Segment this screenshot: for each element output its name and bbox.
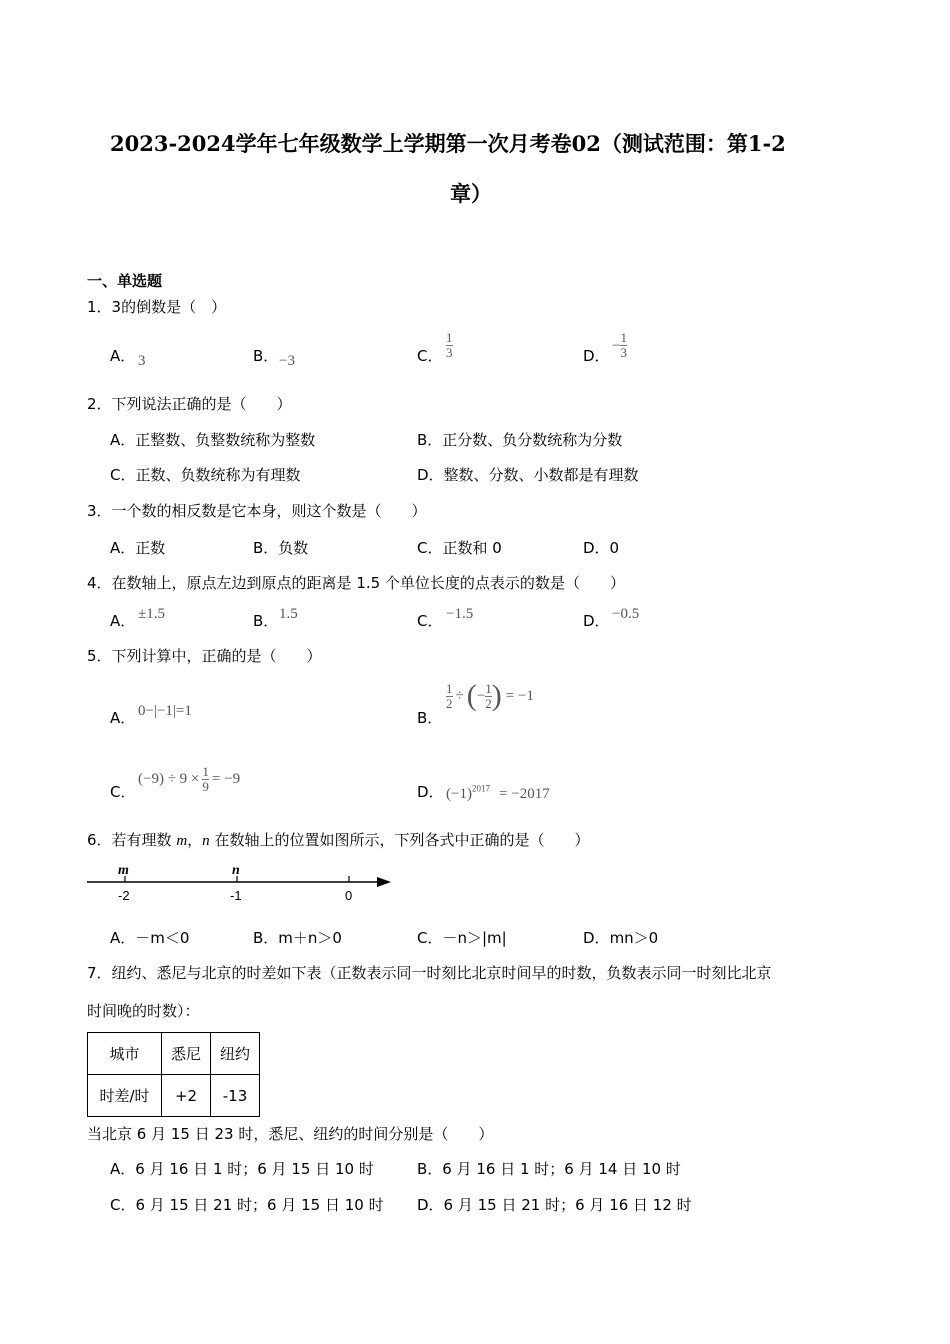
table-header-cell: 纽约 — [211, 1033, 260, 1075]
question-7-prompt: 当北京 6 月 15 日 23 时，悉尼、纽约的时间分别是（ ） — [87, 1125, 494, 1143]
q1-option-b-value: −3 — [279, 353, 295, 369]
q7-option-c: C．6 月 15 日 21 时；6 月 15 日 10 时 — [110, 1196, 384, 1214]
q1-option-b-label: B． — [253, 347, 279, 365]
question-7-stem-line2: 时间晚的时数）： — [87, 1002, 200, 1020]
question-6-stem: 6．若有理数 m，n 在数轴上的位置如图所示，下列各式中正确的是（ ） — [87, 831, 590, 849]
q4-option-a-label: A． — [110, 612, 136, 630]
q7-option-d: D．6 月 15 日 21 时；6 月 16 日 12 时 — [417, 1196, 692, 1214]
label-m: m — [118, 863, 129, 878]
q2-option-d: D．整数、分数、小数都是有理数 — [417, 466, 639, 484]
table-cell: 时差/时 — [88, 1075, 162, 1117]
table-row — [88, 1075, 260, 1117]
table-header-row — [88, 1033, 260, 1075]
section-heading: 一、单选题 — [87, 272, 163, 290]
page-title-line1: 2023-2024学年七年级数学上学期第一次月考卷02（测试范围：第1-2 — [110, 131, 786, 156]
q2-option-b: B．正分数、负分数统称为分数 — [417, 431, 623, 449]
q4-option-a-value: ±1.5 — [138, 606, 165, 622]
q1-option-a-value: 3 — [138, 353, 146, 369]
number-line-figure — [85, 860, 395, 906]
q4-option-b-value: 1.5 — [279, 606, 298, 622]
question-3-stem: 3．一个数的相反数是它本身，则这个数是（ ） — [87, 502, 427, 520]
q5-option-a-label: A． — [110, 709, 136, 727]
q5-option-b-label: B． — [417, 709, 443, 727]
q3-option-c: C．正数和 0 — [417, 539, 502, 557]
tick-label-zero: 0 — [345, 888, 353, 903]
q4-option-c-label: C． — [417, 612, 443, 630]
q1-option-c-fraction: $\frac{1}{3}$ — [446, 330, 453, 360]
number-line-arrow — [377, 877, 391, 887]
q6-option-c: C．－n＞|m| — [417, 929, 507, 947]
table-cell: -13 — [211, 1075, 260, 1117]
q5-option-b-expr: $\frac{1}{2}$ ÷ ( − $\frac{1}{2}$ ) = −1 — [446, 679, 534, 712]
q5-option-d-expr: $(-1)^{2017} = -2017$ — [446, 783, 550, 802]
q3-option-a: A．正数 — [110, 539, 166, 557]
q1-option-a-label: A． — [110, 347, 136, 365]
q3-option-d: D．0 — [583, 539, 620, 557]
q1-option-d-label: D． — [583, 347, 610, 365]
q2-option-c: C．正数、负数统称为有理数 — [110, 466, 301, 484]
tick-label-n: -1 — [230, 888, 242, 903]
q5-option-a-expr: 0−|−1|=1 — [138, 703, 192, 719]
table-header-cell: 城市 — [88, 1033, 162, 1075]
q6-option-d: D．mn＞0 — [583, 929, 659, 947]
q5-option-d-label: D． — [417, 783, 444, 801]
label-n: n — [232, 863, 240, 878]
q4-option-c-value: −1.5 — [446, 606, 474, 622]
q5-option-c-label: C． — [110, 783, 136, 801]
q7-option-a: A．6 月 16 日 1 时；6 月 15 日 10 时 — [110, 1160, 374, 1178]
q6-option-a: A．－m＜0 — [110, 929, 190, 947]
q1-option-c-label: C． — [417, 347, 443, 365]
table-cell: +2 — [162, 1075, 211, 1117]
question-5-stem: 5．下列计算中，正确的是（ ） — [87, 647, 322, 665]
question-2-stem: 2．下列说法正确的是（ ） — [87, 395, 292, 413]
question-4-stem: 4．在数轴上，原点左边到原点的距离是 1.5 个单位长度的点表示的数是（ ） — [87, 574, 625, 592]
time-difference-table — [87, 1032, 260, 1117]
q4-option-d-label: D． — [583, 612, 610, 630]
q6-option-b: B．m＋n＞0 — [253, 929, 342, 947]
q7-option-b: B．6 月 16 日 1 时；6 月 14 日 10 时 — [417, 1160, 681, 1178]
q4-option-d-value: −0.5 — [612, 606, 640, 622]
q5-option-c-expr: (−9) ÷ 9 × $\frac{1}{9}$ = −9 — [138, 764, 241, 794]
page-title-line2: 章） — [450, 181, 492, 206]
q2-option-a: A．正整数、负整数统称为整数 — [110, 431, 316, 449]
q3-option-b: B．负数 — [253, 539, 309, 557]
q1-option-d-fraction: − $\frac{1}{3}$ — [612, 330, 627, 360]
question-1-stem: 1．3的倒数是（ ） — [87, 298, 227, 316]
tick-label-m: -2 — [118, 888, 130, 903]
question-7-stem-line1: 7．纽约、悉尼与北京的时差如下表（正数表示同一时刻比北京时间早的时数，负数表示同一时刻比北京 — [87, 964, 772, 982]
table-header-cell: 悉尼 — [162, 1033, 211, 1075]
q4-option-b-label: B． — [253, 612, 279, 630]
